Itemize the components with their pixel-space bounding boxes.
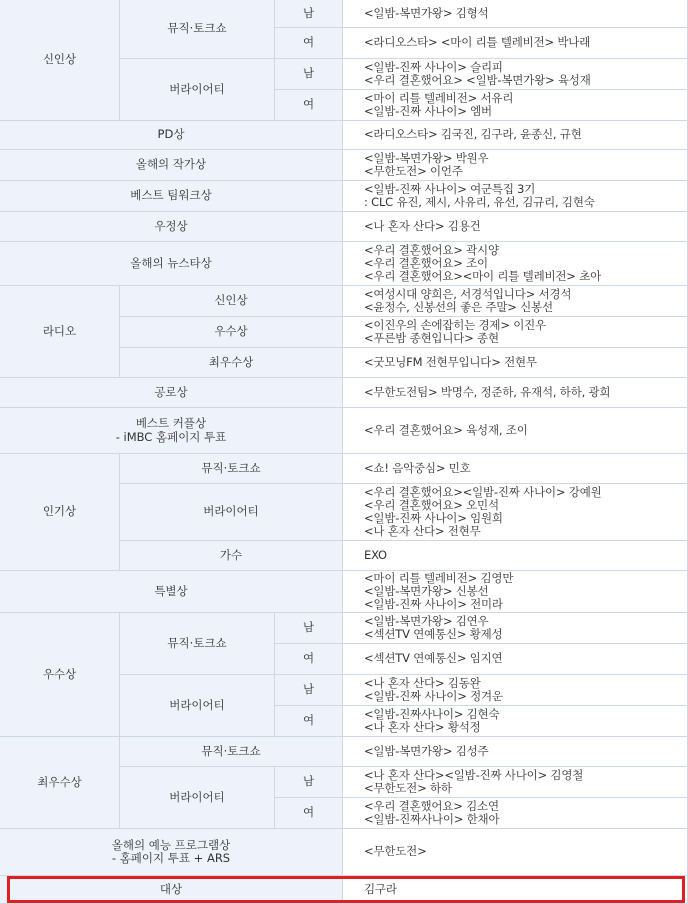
award-category-cell: 우수상 bbox=[120, 317, 343, 348]
award-category-cell: 뮤직·토크쇼 bbox=[120, 613, 275, 675]
award-winners-cell: <일밤-진짜 사나이> 여군특집 3기 : CLC 유진, 제시, 사유리, 유선, 김규리, 김현숙 bbox=[343, 181, 688, 212]
award-winners-cell: <라디오스타> 김국진, 김구라, 윤종신, 규현 bbox=[343, 121, 688, 150]
award-category-cell: 뮤직·토크쇼 bbox=[120, 737, 343, 767]
award-category-cell: 인기상 bbox=[0, 454, 120, 571]
award-category-cell: 특별상 bbox=[0, 571, 343, 613]
award-winners-cell: 김구라 bbox=[343, 876, 688, 904]
award-winners-cell: <무한도전팀> 박명수, 정준하, 유재석, 하하, 광희 bbox=[343, 378, 688, 408]
award-winners-cell: <일밤-진짜 사나이> 슬리피 <우리 결혼했어요> <일밤-복면가왕> 육성재 bbox=[343, 59, 688, 90]
award-category-cell: 우정상 bbox=[0, 212, 343, 242]
award-winners-cell: <일밤-복면가왕> 박원우 <무한도전> 이언주 bbox=[343, 150, 688, 181]
award-winners-cell: <마이 리틀 텔레비전> 서유리 <일밤-진짜 사나이> 엠버 bbox=[343, 90, 688, 121]
award-category-cell: 뮤직·토크쇼 bbox=[120, 0, 275, 59]
award-winners-cell: <무한도전> bbox=[343, 829, 688, 876]
award-category-cell: 라디오 bbox=[0, 286, 120, 378]
award-winners-cell: <라디오스타> <마이 리틀 텔레비전> 박나래 bbox=[343, 28, 688, 59]
award-category-cell: 버라이어티 bbox=[120, 59, 275, 121]
award-category-cell: 여 bbox=[275, 798, 343, 829]
award-category-cell: 여 bbox=[275, 644, 343, 675]
award-winners-cell: <일밤-복면가왕> 김성주 bbox=[343, 737, 688, 767]
award-winners-cell: <우리 결혼했어요><일밤-진짜 사나이> 강예원 <우리 결혼했어요> 오민석 <일밤-진짜 사나이> 임원희 <나 혼자 산다> 전현무 bbox=[343, 484, 688, 541]
award-winners-cell: <우리 결혼했어요> 육성재, 조이 bbox=[343, 408, 688, 454]
award-winners-cell: <마이 리틀 텔레비전> 김영만 <일밤-복면가왕> 신봉선 <일밤-진짜 사나이> 전미라 bbox=[343, 571, 688, 613]
award-winners-cell: <나 혼자 산다> 김용건 bbox=[343, 212, 688, 242]
award-category-cell: 남 bbox=[275, 613, 343, 644]
award-category-cell: 대상 bbox=[0, 876, 343, 904]
award-category-cell: 최우수상 bbox=[120, 348, 343, 378]
award-winners-cell: <쇼! 음악중심> 민호 bbox=[343, 454, 688, 484]
award-category-cell: 버라이어티 bbox=[120, 675, 275, 737]
award-winners-cell: <일밤-복면가왕> 김연우 <섹션TV 연예통신> 황제성 bbox=[343, 613, 688, 644]
award-category-cell: 올해의 뉴스타상 bbox=[0, 242, 343, 286]
award-category-cell: 남 bbox=[275, 0, 343, 28]
award-category-cell: 버라이어티 bbox=[120, 767, 275, 829]
award-winners-cell: <우리 결혼했어요> 곽시양 <우리 결혼했어요> 조이 <우리 결혼했어요><마이 리틀 텔레비전> 초아 bbox=[343, 242, 688, 286]
award-category-cell: 여 bbox=[275, 706, 343, 737]
award-category-cell: 베스트 커플상 - iMBC 홈페이지 투표 bbox=[0, 408, 343, 454]
award-winners-cell: <일밤-진짜사나이> 김현숙 <나 혼자 산다> 황석정 bbox=[343, 706, 688, 737]
award-winners-cell: <일밤-복면가왕> 김형석 bbox=[343, 0, 688, 28]
award-category-cell: 버라이어티 bbox=[120, 484, 343, 541]
award-category-cell: 신인상 bbox=[120, 286, 343, 317]
award-category-cell: 베스트 팀워크상 bbox=[0, 181, 343, 212]
award-category-cell: 여 bbox=[275, 90, 343, 121]
award-category-cell: 뮤직·토크쇼 bbox=[120, 454, 343, 484]
award-category-cell: 우수상 bbox=[0, 613, 120, 737]
award-winners-cell: <섹션TV 연예통신> 임지연 bbox=[343, 644, 688, 675]
award-category-cell: 남 bbox=[275, 767, 343, 798]
award-winners-cell: <이진우의 손에잡히는 경제> 이진우 <푸른밤 종현입니다> 종현 bbox=[343, 317, 688, 348]
award-winners-cell: <나 혼자 산다><일밤-진짜 사나이> 김영철 <무한도전> 하하 bbox=[343, 767, 688, 798]
award-winners-cell: EXO bbox=[343, 541, 688, 571]
award-category-cell: 올해의 작가상 bbox=[0, 150, 343, 181]
award-winners-cell: <나 혼자 산다> 김동완 <일밤-진짜 사나이> 정겨운 bbox=[343, 675, 688, 706]
award-category-cell: 공로상 bbox=[0, 378, 343, 408]
award-winners-cell: <굿모닝FM 전현무입니다> 전현무 bbox=[343, 348, 688, 378]
award-winners-cell: <우리 결혼했어요> 김소연 <일밤-진짜사나이> 한채아 bbox=[343, 798, 688, 829]
award-category-cell: 여 bbox=[275, 28, 343, 59]
award-winners-cell: <여성시대 양희은, 서경석입니다> 서경석 <윤정수, 신봉선의 좋은 주말> 신봉선 bbox=[343, 286, 688, 317]
award-category-cell: 최우수상 bbox=[0, 737, 120, 829]
award-category-cell: 올해의 예능 프로그램상 - 홈페이지 투표 + ARS bbox=[0, 829, 343, 876]
award-category-cell: 남 bbox=[275, 675, 343, 706]
award-category-cell: 신인상 bbox=[0, 0, 120, 121]
award-category-cell: 가수 bbox=[120, 541, 343, 571]
award-category-cell: 남 bbox=[275, 59, 343, 90]
award-category-cell: PD상 bbox=[0, 121, 343, 150]
